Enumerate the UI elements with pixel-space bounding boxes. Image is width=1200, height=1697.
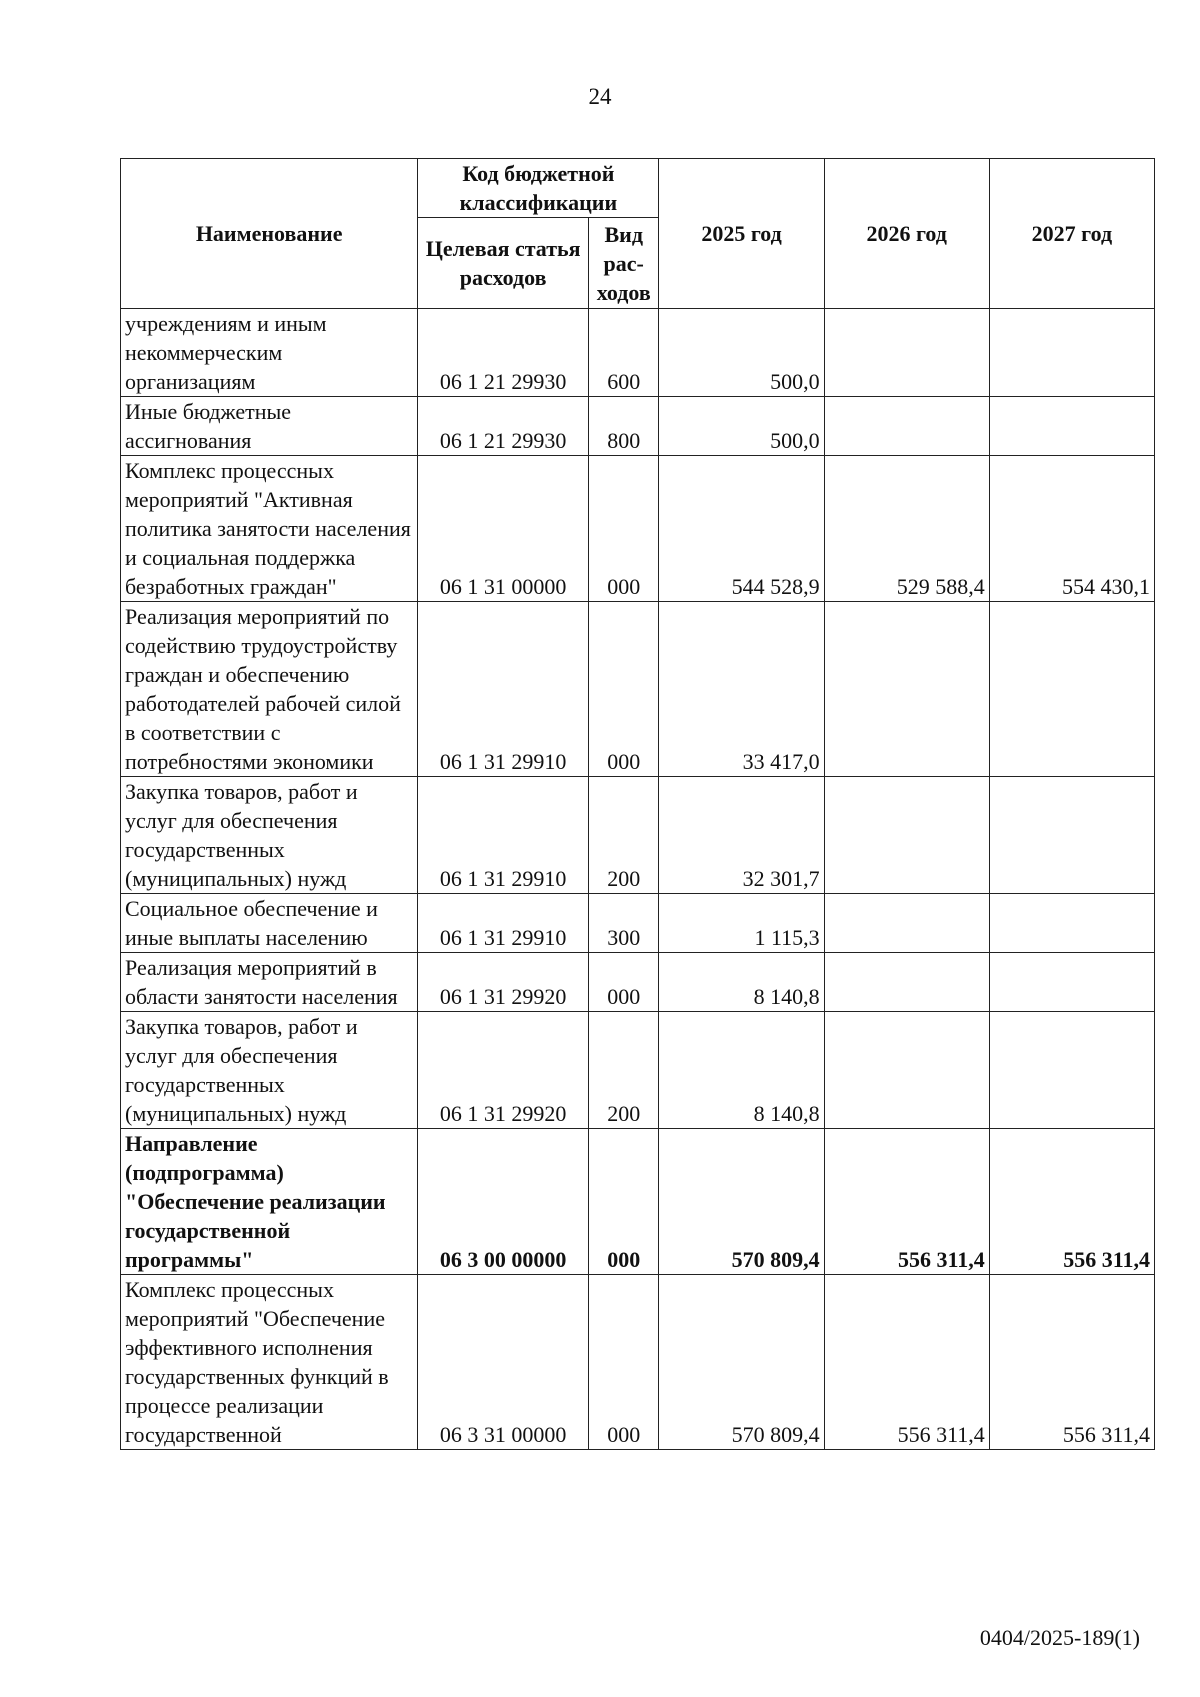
row-value-2027	[989, 894, 1154, 953]
row-value-2025: 8 140,8	[659, 953, 824, 1012]
row-expense-type: 000	[588, 1275, 658, 1450]
page-number: 24	[588, 84, 612, 109]
row-expense-type: 000	[588, 456, 658, 602]
row-target-code: 06 1 21 29930	[418, 397, 589, 456]
header-name: Наименование	[121, 159, 418, 309]
row-name: Закупка товаров, работ и услуг для обеспечения государственных (муниципальных) нужд	[121, 1012, 418, 1129]
document-code: 0404/2025-189(1)	[979, 1625, 1140, 1650]
row-value-2026	[824, 397, 989, 456]
row-name: Направление (подпрограмма) "Обеспечение реализации государственной программы"	[121, 1129, 418, 1275]
row-expense-type: 600	[588, 309, 658, 397]
row-value-2027: 556 311,4	[989, 1129, 1154, 1275]
row-target-code: 06 1 31 29920	[418, 953, 589, 1012]
row-target-code: 06 1 31 29910	[418, 777, 589, 894]
row-value-2025: 1 115,3	[659, 894, 824, 953]
budget-table	[120, 158, 1155, 1450]
table-row	[121, 602, 1155, 777]
row-value-2027: 556 311,4	[989, 1275, 1154, 1450]
row-expense-type: 200	[588, 777, 658, 894]
row-expense-type: 200	[588, 1012, 658, 1129]
row-target-code: 06 3 31 00000	[418, 1275, 589, 1450]
row-value-2027	[989, 953, 1154, 1012]
row-value-2025: 8 140,8	[659, 1012, 824, 1129]
header-2027: 2027 год	[989, 159, 1154, 309]
row-target-code: 06 1 31 29910	[418, 894, 589, 953]
table-row	[121, 397, 1155, 456]
row-name: Комплекс процессных мероприятий "Активная политика занятости населения и социальная поддержка безработных граждан"	[121, 456, 418, 602]
row-target-code: 06 1 31 00000	[418, 456, 589, 602]
row-value-2027: 554 430,1	[989, 456, 1154, 602]
row-value-2027	[989, 777, 1154, 894]
row-name: Комплекс процессных мероприятий "Обеспечение эффективного исполнения государственных функций в процессе реализации государственной	[121, 1275, 418, 1450]
row-name: Социальное обеспечение и иные выплаты населению	[121, 894, 418, 953]
row-expense-type: 000	[588, 602, 658, 777]
header-2026: 2026 год	[824, 159, 989, 309]
row-name: учреждениям и иным некоммерческим организациям	[121, 309, 418, 397]
row-expense-type: 300	[588, 894, 658, 953]
row-expense-type: 000	[588, 1129, 658, 1275]
header-code-group: Код бюджетной классификации	[418, 159, 659, 218]
row-value-2026: 529 588,4	[824, 456, 989, 602]
table-row	[121, 309, 1155, 397]
row-expense-type: 800	[588, 397, 658, 456]
row-value-2025: 544 528,9	[659, 456, 824, 602]
table-row	[121, 1275, 1155, 1450]
row-expense-type: 000	[588, 953, 658, 1012]
header-2025: 2025 год	[659, 159, 824, 309]
table-row	[121, 953, 1155, 1012]
row-value-2026	[824, 602, 989, 777]
row-value-2025: 570 809,4	[659, 1129, 824, 1275]
row-value-2026: 556 311,4	[824, 1129, 989, 1275]
row-value-2025: 33 417,0	[659, 602, 824, 777]
row-value-2026	[824, 309, 989, 397]
row-name: Закупка товаров, работ и услуг для обеспечения государственных (муниципальных) нужд	[121, 777, 418, 894]
row-value-2025: 570 809,4	[659, 1275, 824, 1450]
row-value-2026	[824, 1012, 989, 1129]
table-row	[121, 1012, 1155, 1129]
header-expense-type: Вид рас-ходов	[588, 218, 658, 309]
row-value-2026	[824, 953, 989, 1012]
row-value-2025: 32 301,7	[659, 777, 824, 894]
table-row	[121, 894, 1155, 953]
row-value-2027	[989, 602, 1154, 777]
table-row	[121, 456, 1155, 602]
header-target-article: Целевая статья расходов	[418, 218, 589, 309]
row-name: Реализация мероприятий в области занятости населения	[121, 953, 418, 1012]
row-value-2027	[989, 309, 1154, 397]
row-value-2026	[824, 894, 989, 953]
row-target-code: 06 1 31 29910	[418, 602, 589, 777]
row-target-code: 06 3 00 00000	[418, 1129, 589, 1275]
table-row	[121, 777, 1155, 894]
row-value-2026	[824, 777, 989, 894]
row-value-2026: 556 311,4	[824, 1275, 989, 1450]
table-row-subprogram	[121, 1129, 1155, 1275]
row-name: Реализация мероприятий по содействию трудоустройству граждан и обеспечению работодателей рабочей силой в соответствии с потребностями экономики	[121, 602, 418, 777]
row-value-2027	[989, 397, 1154, 456]
row-value-2027	[989, 1012, 1154, 1129]
row-value-2025: 500,0	[659, 309, 824, 397]
row-name: Иные бюджетные ассигнования	[121, 397, 418, 456]
row-target-code: 06 1 21 29930	[418, 309, 589, 397]
row-target-code: 06 1 31 29920	[418, 1012, 589, 1129]
row-value-2025: 500,0	[659, 397, 824, 456]
